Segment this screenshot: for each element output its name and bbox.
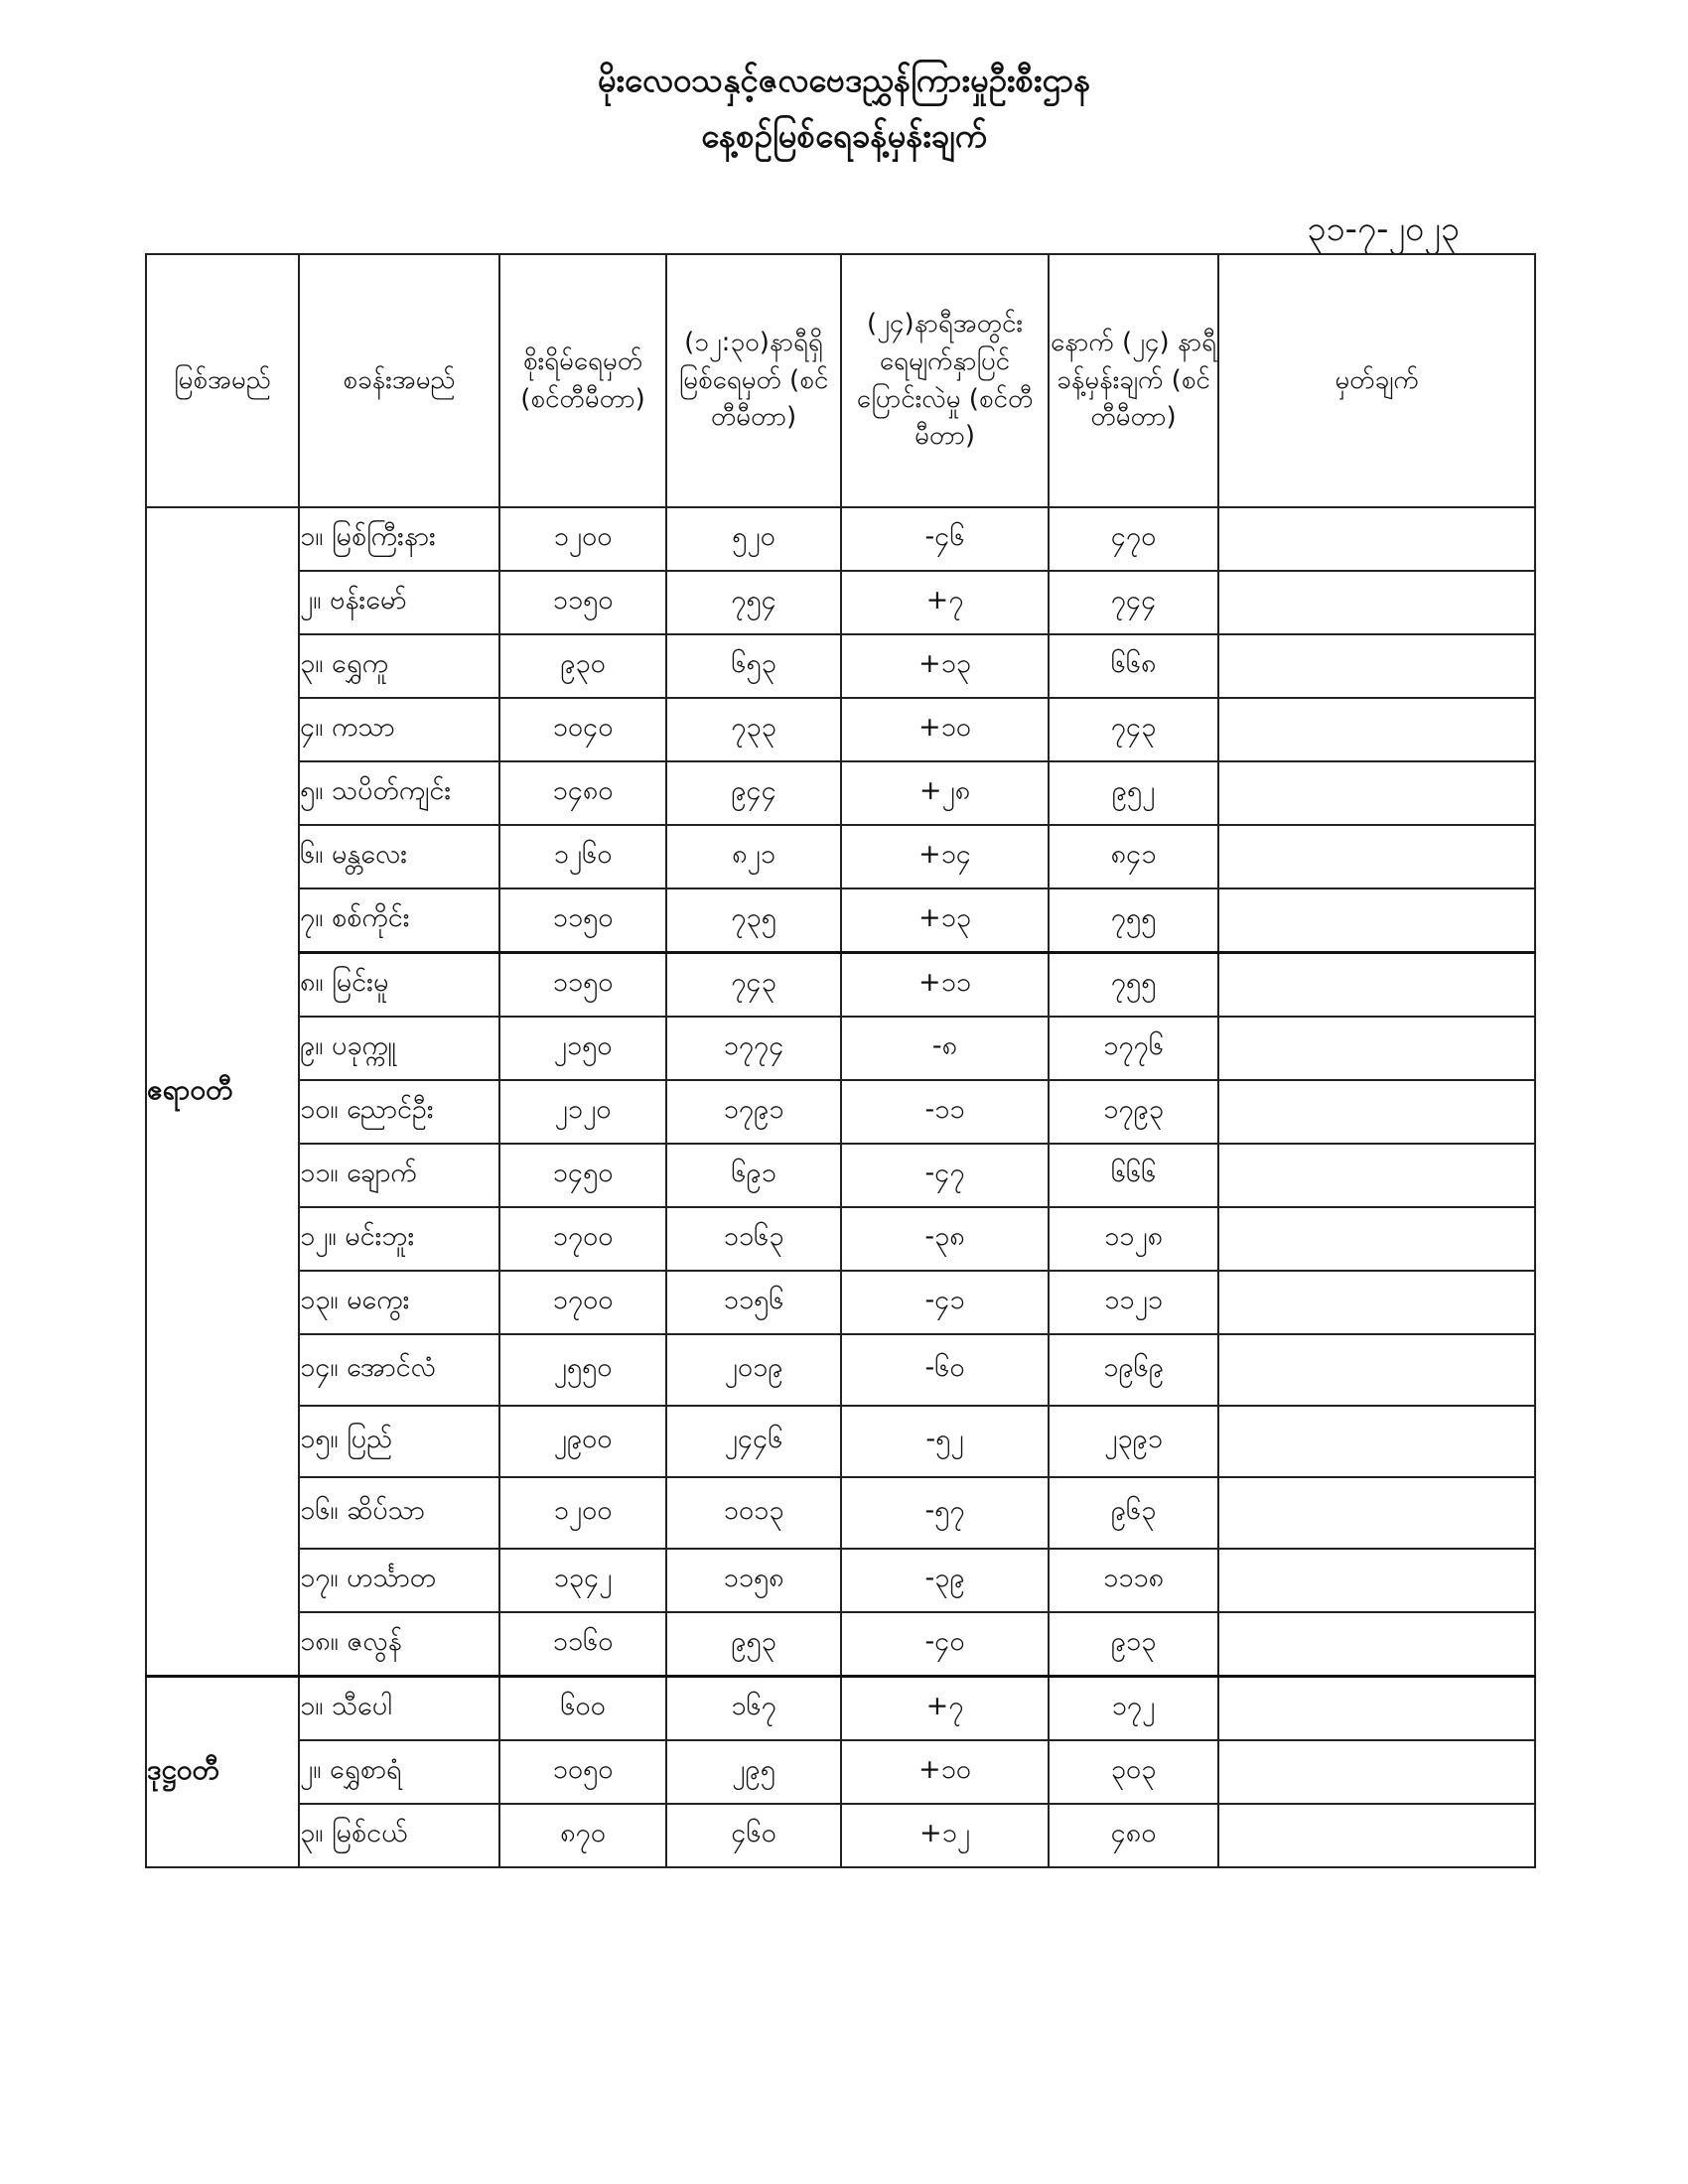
danger-level: ၁၂၀၀ bbox=[499, 507, 666, 571]
forecast-level: ၁၇၂ bbox=[1049, 1677, 1218, 1741]
level-change: -၆၀ bbox=[841, 1334, 1049, 1406]
header-station: စခန်းအမည် bbox=[299, 254, 499, 507]
level-change: -၃၈ bbox=[841, 1207, 1049, 1271]
table-row bbox=[146, 698, 1535, 761]
forecast-table bbox=[145, 253, 1536, 1868]
level-change: +၁၃ bbox=[841, 888, 1049, 953]
remark bbox=[1218, 1017, 1535, 1080]
danger-level: ၈၇၀ bbox=[499, 1804, 666, 1867]
table-row bbox=[146, 1144, 1535, 1207]
current-level: ၆၉၁ bbox=[666, 1144, 841, 1207]
danger-level: ၆၀၀ bbox=[499, 1677, 666, 1741]
forecast-level: ၇၄၃ bbox=[1049, 698, 1218, 761]
remark bbox=[1218, 953, 1535, 1018]
forecast-level: ၁၁၁၈ bbox=[1049, 1549, 1218, 1612]
current-level: ၇၄၃ bbox=[666, 953, 841, 1018]
current-level: ၇၃၃ bbox=[666, 698, 841, 761]
header-danger-level: စိုးရိမ်ရေမှတ် (စင်တီမီတာ) bbox=[499, 254, 666, 507]
station-name: ၁၇။ ဟင်္သာတ bbox=[299, 1549, 499, 1612]
remark bbox=[1218, 1740, 1535, 1804]
station-name: ၁၆။ ဆိပ်သာ bbox=[299, 1477, 499, 1549]
remark bbox=[1218, 1804, 1535, 1867]
level-change: -၃၉ bbox=[841, 1549, 1049, 1612]
page-title: မိုးလေဝသနှင့်ဇလဗေဒညွှန်ကြားမှုဦးစီးဌာန bbox=[597, 61, 1091, 99]
remark bbox=[1218, 507, 1535, 571]
current-level: ၈၂၁ bbox=[666, 825, 841, 888]
level-change: +၂၈ bbox=[841, 761, 1049, 825]
station-name: ၁။ မြစ်ကြီးနား bbox=[299, 507, 499, 571]
station-name: ၁၂။ မင်းဘူး bbox=[299, 1207, 499, 1271]
station-name: ၁။ သီပေါ bbox=[299, 1677, 499, 1741]
forecast-level: ၉၅၂ bbox=[1049, 761, 1218, 825]
remark bbox=[1218, 1677, 1535, 1741]
level-change: -၁၁ bbox=[841, 1080, 1049, 1144]
remark bbox=[1218, 1144, 1535, 1207]
remark bbox=[1218, 1612, 1535, 1677]
current-level: ၄၆၀ bbox=[666, 1804, 841, 1867]
current-level: ၁၀၁၃ bbox=[666, 1477, 841, 1549]
current-level: ၉၅၃ bbox=[666, 1612, 841, 1677]
header-remarks: မှတ်ချက် bbox=[1218, 254, 1535, 507]
forecast-level: ၉၆၃ bbox=[1049, 1477, 1218, 1549]
station-name: ၃။ မြစ်ငယ် bbox=[299, 1804, 499, 1867]
level-change: +၁၃ bbox=[841, 634, 1049, 698]
danger-level: ၁၀၅၀ bbox=[499, 1740, 666, 1804]
report-date: ၃၁-၇-၂၀၂၃ bbox=[1307, 209, 1460, 249]
table-row bbox=[146, 1406, 1535, 1477]
station-name: ၄။ ကသာ bbox=[299, 698, 499, 761]
remark bbox=[1218, 1080, 1535, 1144]
danger-level: ၂၅၅၀ bbox=[499, 1334, 666, 1406]
river-name-dokthawaddy: ဒုဋ္ဌဝတီ bbox=[146, 1677, 299, 1868]
header-current-level: (၁၂:၃၀)နာရီရှိ မြစ်ရေမှတ် (စင်တီမီတာ) bbox=[666, 254, 841, 507]
station-name: ၉။ ပခုက္ကူ bbox=[299, 1017, 499, 1080]
level-change: -၄၇ bbox=[841, 1144, 1049, 1207]
page-subtitle: နေ့စဉ်မြစ်ရေခန့်မှန်းချက် bbox=[701, 116, 987, 155]
station-name: ၁၅။ ပြည် bbox=[299, 1406, 499, 1477]
river-name-ayeyarwady: ဧရာဝတီ bbox=[146, 507, 299, 1677]
level-change: +၇ bbox=[841, 1677, 1049, 1741]
level-change: -၈ bbox=[841, 1017, 1049, 1080]
forecast-level: ၃၀၃ bbox=[1049, 1740, 1218, 1804]
table-row bbox=[146, 1549, 1535, 1612]
station-name: ၂။ ရွှေစာရံ bbox=[299, 1740, 499, 1804]
table-row bbox=[146, 1271, 1535, 1334]
level-change: -၄၀ bbox=[841, 1612, 1049, 1677]
danger-level: ၁၄၈၀ bbox=[499, 761, 666, 825]
current-level: ၁၁၅၈ bbox=[666, 1549, 841, 1612]
table-row bbox=[146, 1740, 1535, 1804]
remark bbox=[1218, 698, 1535, 761]
station-name: ၅။ သပိတ်ကျင်း bbox=[299, 761, 499, 825]
station-name: ၆။ မန္တလေး bbox=[299, 825, 499, 888]
forecast-level: ၆၆၈ bbox=[1049, 634, 1218, 698]
table-header-row bbox=[146, 254, 1535, 507]
danger-level: ၁၁၆၀ bbox=[499, 1612, 666, 1677]
forecast-level: ၂၃၉၁ bbox=[1049, 1406, 1218, 1477]
station-name: ၁၃။ မကွေး bbox=[299, 1271, 499, 1334]
forecast-level: ၁၉၆၉ bbox=[1049, 1334, 1218, 1406]
remark bbox=[1218, 888, 1535, 953]
danger-level: ၁၀၄၀ bbox=[499, 698, 666, 761]
danger-level: ၁၂၆၀ bbox=[499, 825, 666, 888]
station-name: ၇။ စစ်ကိုင်း bbox=[299, 888, 499, 953]
header-change-24h: (၂၄)နာရီအတွင်း ရေမျက်နှာပြင် ပြောင်းလဲမှု (စင်တီမီတာ) bbox=[841, 254, 1049, 507]
level-change: +၁၀ bbox=[841, 1740, 1049, 1804]
forecast-level: ၁၁၂၈ bbox=[1049, 1207, 1218, 1271]
level-change: +၁၄ bbox=[841, 825, 1049, 888]
remark bbox=[1218, 1406, 1535, 1477]
forecast-level: ၁၇၉၃ bbox=[1049, 1080, 1218, 1144]
forecast-level: ၈၄၁ bbox=[1049, 825, 1218, 888]
current-level: ၆၅၃ bbox=[666, 634, 841, 698]
level-change: +၇ bbox=[841, 571, 1049, 634]
remark bbox=[1218, 1207, 1535, 1271]
level-change: -၄၁ bbox=[841, 1271, 1049, 1334]
forecast-level: ၆၆၆ bbox=[1049, 1144, 1218, 1207]
current-level: ၅၂၀ bbox=[666, 507, 841, 571]
table-row bbox=[146, 1017, 1535, 1080]
header-forecast-24h: နောက် (၂၄) နာရီ ခန့်မှန်းချက် (စင်တီမီတာ) bbox=[1049, 254, 1218, 507]
forecast-level: ၁၁၂၁ bbox=[1049, 1271, 1218, 1334]
current-level: ၁၁၅၆ bbox=[666, 1271, 841, 1334]
forecast-level: ၁၇၇၆ bbox=[1049, 1017, 1218, 1080]
danger-level: ၁၁၅၀ bbox=[499, 953, 666, 1018]
current-level: ၂၀၁၉ bbox=[666, 1334, 841, 1406]
level-change: -၅၂ bbox=[841, 1406, 1049, 1477]
level-change: +၁၁ bbox=[841, 953, 1049, 1018]
remark bbox=[1218, 1334, 1535, 1406]
station-name: ၁၈။ ဇလွန် bbox=[299, 1612, 499, 1677]
current-level: ၁၁၆၃ bbox=[666, 1207, 841, 1271]
remark bbox=[1218, 1271, 1535, 1334]
table-row bbox=[146, 825, 1535, 888]
danger-level: ၁၇၀၀ bbox=[499, 1271, 666, 1334]
header-river: မြစ်အမည် bbox=[146, 254, 299, 507]
danger-level: ၁၇၀၀ bbox=[499, 1207, 666, 1271]
station-name: ၁၀။ ညောင်ဦး bbox=[299, 1080, 499, 1144]
forecast-level: ၉၁၃ bbox=[1049, 1612, 1218, 1677]
current-level: ၇၃၅ bbox=[666, 888, 841, 953]
level-change: -၅၇ bbox=[841, 1477, 1049, 1549]
remark bbox=[1218, 634, 1535, 698]
current-level: ၉၄၄ bbox=[666, 761, 841, 825]
forecast-level: ၄၇၀ bbox=[1049, 507, 1218, 571]
forecast-level: ၇၅၅ bbox=[1049, 953, 1218, 1018]
remark bbox=[1218, 571, 1535, 634]
table-row bbox=[146, 1804, 1535, 1867]
remark bbox=[1218, 1549, 1535, 1612]
danger-level: ၁၁၅၀ bbox=[499, 571, 666, 634]
table-row bbox=[146, 571, 1535, 634]
table-row bbox=[146, 1207, 1535, 1271]
current-level: ၁၇၇၄ bbox=[666, 1017, 841, 1080]
danger-level: ၂၉၀၀ bbox=[499, 1406, 666, 1477]
station-name: ၁၄။ အောင်လံ bbox=[299, 1334, 499, 1406]
level-change: +၁၂ bbox=[841, 1804, 1049, 1867]
danger-level: ၁၂၀၀ bbox=[499, 1477, 666, 1549]
danger-level: ၁၁၅၀ bbox=[499, 888, 666, 953]
table-row bbox=[146, 888, 1535, 953]
current-level: ၁၆၇ bbox=[666, 1677, 841, 1741]
station-name: ၁၁။ ချောက် bbox=[299, 1144, 499, 1207]
current-level: ၂၄၄၆ bbox=[666, 1406, 841, 1477]
danger-level: ၁၄၅၀ bbox=[499, 1144, 666, 1207]
forecast-level: ၇၄၄ bbox=[1049, 571, 1218, 634]
forecast-level: ၄၈၀ bbox=[1049, 1804, 1218, 1867]
level-change: +၁၀ bbox=[841, 698, 1049, 761]
station-name: ၂။ ဗန်းမော် bbox=[299, 571, 499, 634]
table-row bbox=[146, 634, 1535, 698]
current-level: ၂၉၅ bbox=[666, 1740, 841, 1804]
danger-level: ၉၃၀ bbox=[499, 634, 666, 698]
remark bbox=[1218, 761, 1535, 825]
current-level: ၇၅၄ bbox=[666, 571, 841, 634]
remark bbox=[1218, 825, 1535, 888]
table-row bbox=[146, 1612, 1535, 1677]
remark bbox=[1218, 1477, 1535, 1549]
table-row bbox=[146, 1477, 1535, 1549]
station-name: ၈။ မြင်းမူ bbox=[299, 953, 499, 1018]
forecast-level: ၇၅၅ bbox=[1049, 888, 1218, 953]
danger-level: ၁၃၄၂ bbox=[499, 1549, 666, 1612]
table-row bbox=[146, 761, 1535, 825]
table-row bbox=[146, 1334, 1535, 1406]
table-row bbox=[146, 1677, 1535, 1741]
station-name: ၃။ ရွှေကူ bbox=[299, 634, 499, 698]
current-level: ၁၇၉၁ bbox=[666, 1080, 841, 1144]
danger-level: ၂၁၅၀ bbox=[499, 1017, 666, 1080]
danger-level: ၂၁၂၀ bbox=[499, 1080, 666, 1144]
table-row bbox=[146, 507, 1535, 571]
table-row bbox=[146, 1080, 1535, 1144]
table-row bbox=[146, 953, 1535, 1018]
level-change: -၄၆ bbox=[841, 507, 1049, 571]
